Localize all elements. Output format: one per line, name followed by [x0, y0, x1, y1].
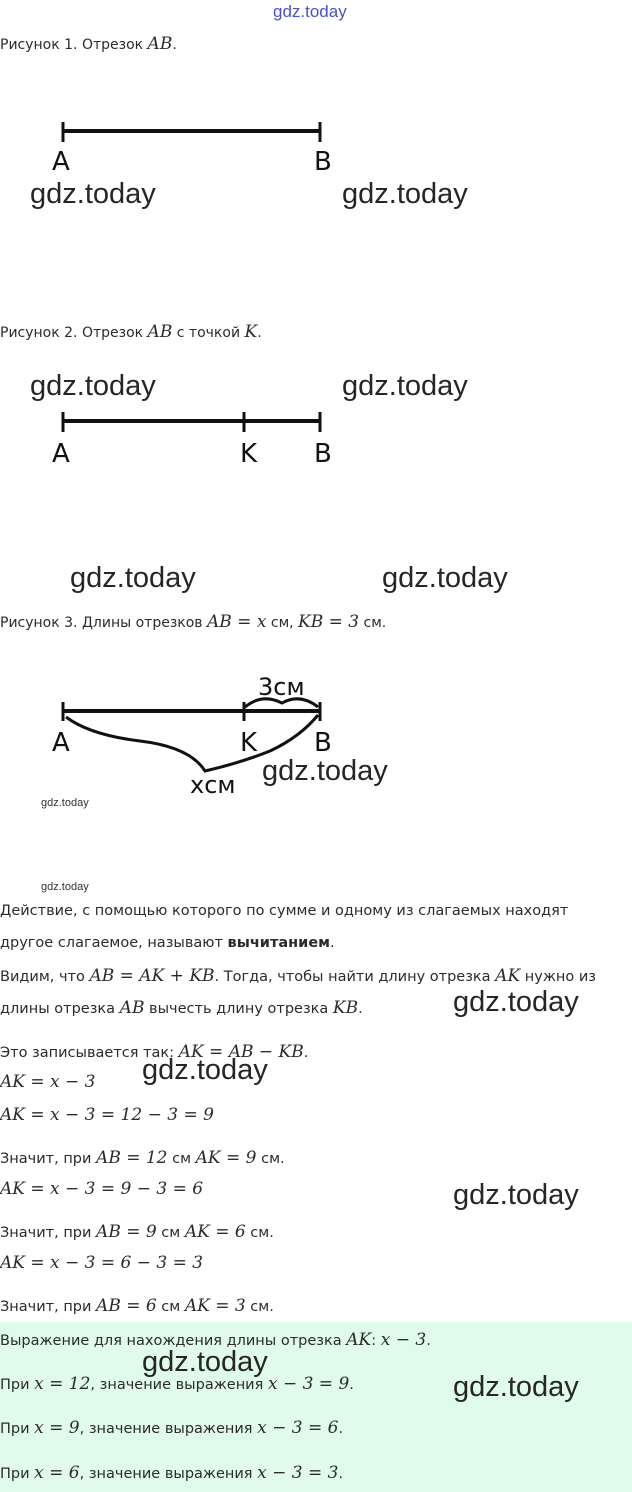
- watermark: gdz.today: [142, 1346, 268, 1378]
- label-k: K: [240, 439, 258, 469]
- label-b: B: [314, 728, 332, 758]
- watermark-small: gdz.today: [41, 797, 89, 809]
- equation-1: AK = x − 3: [0, 1072, 96, 1092]
- conclusion-1: Значит, при AB = 12 см AK = 9 см.: [0, 1148, 285, 1168]
- answer-row: При x = 12, значение выражения x − 3 = 9.: [0, 1374, 354, 1394]
- conclusion-2: Значит, при AB = 9 см AK = 6 см.: [0, 1222, 274, 1242]
- watermark: gdz.today: [30, 178, 156, 210]
- watermark: gdz.today: [382, 562, 508, 594]
- figure-3-caption: Рисунок 3. Длины отрезков AB = x см, KB = 3 см.: [0, 612, 387, 632]
- top-watermark: gdz.today: [273, 2, 347, 21]
- label-k: K: [240, 728, 258, 758]
- watermark: gdz.today: [342, 370, 468, 402]
- label-a: A: [52, 728, 70, 758]
- seen-line: Видим, что AB = AK + KB. Тогда, чтобы найти длину отрезка AK нужно из: [0, 966, 596, 986]
- watermark: gdz.today: [142, 1054, 268, 1086]
- label-a: A: [52, 147, 70, 177]
- watermark: gdz.today: [30, 370, 156, 402]
- label-3cm: 3см: [258, 673, 305, 701]
- watermark-small: gdz.today: [41, 881, 89, 893]
- watermark: gdz.today: [70, 562, 196, 594]
- definition-line-2: другое слагаемое, называют вычитанием.: [0, 935, 335, 951]
- watermark: gdz.today: [262, 755, 388, 787]
- watermark: gdz.today: [453, 1371, 579, 1403]
- conclusion-3: Значит, при AB = 6 см AK = 3 см.: [0, 1296, 274, 1316]
- label-b: B: [314, 439, 332, 469]
- label-a: A: [52, 439, 70, 469]
- watermark: gdz.today: [342, 178, 468, 210]
- length-line: длины отрезка AB вычесть длину отрезка KB.: [0, 998, 363, 1018]
- figure-1-caption: Рисунок 1. Отрезок AB.: [0, 34, 177, 54]
- answer-row: При x = 9, значение выражения x − 3 = 6.: [0, 1418, 344, 1438]
- figure-2-drawing: [0, 400, 400, 480]
- answer-row: При x = 6, значение выражения x − 3 = 3.: [0, 1463, 344, 1483]
- equation-4: AK = x − 3 = 6 − 3 = 3: [0, 1253, 204, 1273]
- watermark: gdz.today: [453, 1179, 579, 1211]
- equation-2: AK = x − 3 = 12 − 3 = 9: [0, 1105, 214, 1125]
- answer-expression: Выражение для нахождения длины отрезка AK: x − 3.: [0, 1330, 431, 1350]
- definition-line-1: Действие, с помощью которого по сумме и одному из слагаемых находят: [0, 903, 569, 919]
- write-line: Это записывается так: AK = AB − KB.: [0, 1042, 309, 1062]
- figure-2-caption: Рисунок 2. Отрезок AB с точкой K.: [0, 322, 262, 342]
- label-b: B: [314, 147, 332, 177]
- label-xcm: xсм: [190, 771, 236, 799]
- equation-3: AK = x − 3 = 9 − 3 = 6: [0, 1179, 204, 1199]
- watermark: gdz.today: [453, 986, 579, 1018]
